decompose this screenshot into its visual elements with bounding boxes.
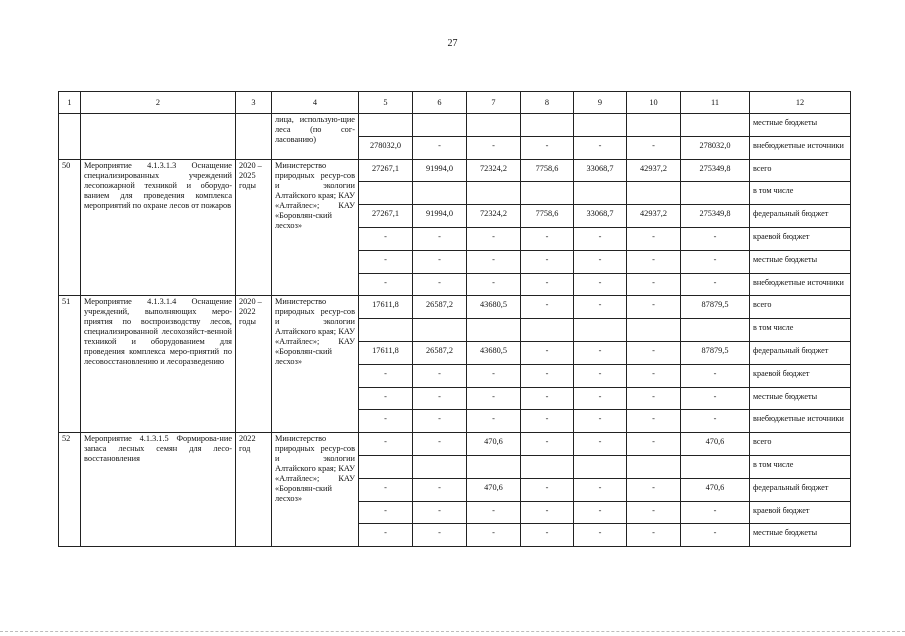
value-cell: 275349,8: [681, 159, 750, 182]
column-header: 2: [81, 92, 236, 114]
value-cell: -: [521, 227, 574, 250]
value-cell: -: [359, 410, 413, 433]
value-cell: -: [413, 478, 467, 501]
value-cell: -: [359, 227, 413, 250]
value-cell: -: [467, 273, 521, 296]
measure-number-cell: 50: [59, 159, 81, 296]
value-cell: -: [359, 387, 413, 410]
source-cell: местные бюджеты: [750, 524, 851, 547]
value-cell: -: [681, 227, 750, 250]
value-cell: -: [627, 136, 681, 159]
value-cell: [359, 182, 413, 205]
value-cell: -: [574, 273, 627, 296]
period-cell: 2022 год: [236, 433, 272, 547]
value-cell: -: [681, 501, 750, 524]
value-cell: 278032,0: [359, 136, 413, 159]
source-cell: всего: [750, 159, 851, 182]
value-cell: -: [681, 250, 750, 273]
value-cell: -: [681, 410, 750, 433]
value-cell: [467, 182, 521, 205]
measure-name-cell: Мероприятие 4.1.3.1.3 Оснащение специализированных учреждений лесопожарной техникой и оборудо-ванием для проведения комплекса мероприятий по охране лесов от пожаров: [81, 159, 236, 296]
value-cell: 91994,0: [413, 159, 467, 182]
value-cell: -: [681, 524, 750, 547]
executor-cell: Министерство природных ресур-сов и экологии Алтайского края; КАУ «Алтайлес»; КАУ «Боровлян-ский лесхоз»: [272, 433, 359, 547]
value-cell: [359, 319, 413, 342]
value-cell: -: [681, 364, 750, 387]
value-cell: 17611,8: [359, 296, 413, 319]
column-header: 7: [467, 92, 521, 114]
value-cell: -: [574, 501, 627, 524]
budget-table: [58, 91, 851, 547]
value-cell: -: [521, 433, 574, 456]
value-cell: 7758,6: [521, 159, 574, 182]
value-cell: -: [521, 341, 574, 364]
value-cell: -: [574, 387, 627, 410]
column-header: 3: [236, 92, 272, 114]
page-number: 27: [447, 38, 458, 49]
value-cell: -: [413, 387, 467, 410]
value-cell: 470,6: [467, 433, 521, 456]
value-cell: -: [521, 273, 574, 296]
value-cell: -: [359, 524, 413, 547]
value-cell: -: [574, 250, 627, 273]
value-cell: -: [467, 410, 521, 433]
value-cell: -: [574, 227, 627, 250]
value-cell: -: [413, 364, 467, 387]
value-cell: 87879,5: [681, 341, 750, 364]
column-header: 9: [574, 92, 627, 114]
value-cell: 87879,5: [681, 296, 750, 319]
value-cell: [521, 114, 574, 137]
value-cell: -: [574, 296, 627, 319]
source-cell: внебюджетные источники: [750, 410, 851, 433]
value-cell: -: [521, 524, 574, 547]
value-cell: 470,6: [681, 433, 750, 456]
value-cell: [413, 455, 467, 478]
period-cell: [236, 114, 272, 160]
value-cell: -: [467, 136, 521, 159]
value-cell: 275349,8: [681, 205, 750, 228]
scan-edge-line: [0, 631, 905, 633]
value-cell: 26587,2: [413, 296, 467, 319]
measure-number-cell: 52: [59, 433, 81, 547]
source-cell: местные бюджеты: [750, 387, 851, 410]
value-cell: -: [467, 364, 521, 387]
value-cell: -: [413, 524, 467, 547]
value-cell: -: [413, 273, 467, 296]
value-cell: [521, 319, 574, 342]
value-cell: -: [467, 524, 521, 547]
value-cell: -: [627, 410, 681, 433]
value-cell: [627, 114, 681, 137]
value-cell: -: [521, 250, 574, 273]
column-header: 4: [272, 92, 359, 114]
value-cell: 33068,7: [574, 159, 627, 182]
value-cell: [413, 319, 467, 342]
value-cell: 17611,8: [359, 341, 413, 364]
value-cell: -: [467, 250, 521, 273]
value-cell: -: [574, 478, 627, 501]
value-cell: -: [627, 478, 681, 501]
value-cell: [521, 182, 574, 205]
table-row: [59, 159, 851, 182]
value-cell: -: [413, 227, 467, 250]
table-row: [59, 433, 851, 456]
value-cell: -: [467, 387, 521, 410]
value-cell: -: [627, 341, 681, 364]
value-cell: [413, 182, 467, 205]
source-cell: федеральный бюджет: [750, 478, 851, 501]
column-header: 12: [750, 92, 851, 114]
value-cell: [467, 319, 521, 342]
value-cell: [521, 455, 574, 478]
value-cell: -: [627, 250, 681, 273]
source-cell: федеральный бюджет: [750, 341, 851, 364]
value-cell: [574, 319, 627, 342]
value-cell: -: [574, 410, 627, 433]
column-header: 1: [59, 92, 81, 114]
value-cell: -: [521, 501, 574, 524]
value-cell: 27267,1: [359, 159, 413, 182]
source-cell: краевой бюджет: [750, 364, 851, 387]
source-cell: в том числе: [750, 455, 851, 478]
value-cell: 91994,0: [413, 205, 467, 228]
executor-cell: лица, использую-щие леса (по сог-ласованию): [272, 114, 359, 160]
source-cell: краевой бюджет: [750, 501, 851, 524]
value-cell: -: [467, 501, 521, 524]
value-cell: -: [413, 136, 467, 159]
value-cell: -: [521, 136, 574, 159]
value-cell: -: [359, 478, 413, 501]
source-cell: всего: [750, 296, 851, 319]
value-cell: -: [359, 364, 413, 387]
value-cell: [681, 319, 750, 342]
value-cell: [574, 455, 627, 478]
value-cell: -: [627, 364, 681, 387]
value-cell: [681, 182, 750, 205]
value-cell: -: [627, 524, 681, 547]
value-cell: [359, 455, 413, 478]
value-cell: -: [627, 433, 681, 456]
value-cell: [627, 319, 681, 342]
period-cell: 2020 – 2025 годы: [236, 159, 272, 296]
value-cell: -: [467, 227, 521, 250]
value-cell: -: [627, 387, 681, 410]
value-cell: -: [627, 227, 681, 250]
source-cell: всего: [750, 433, 851, 456]
number-cell: [59, 114, 81, 160]
value-cell: -: [574, 524, 627, 547]
value-cell: 43680,5: [467, 341, 521, 364]
value-cell: 72324,2: [467, 159, 521, 182]
value-cell: -: [681, 273, 750, 296]
value-cell: [467, 455, 521, 478]
table-row: [59, 296, 851, 319]
source-cell: в том числе: [750, 319, 851, 342]
source-cell: местные бюджеты: [750, 114, 851, 137]
value-cell: -: [413, 501, 467, 524]
value-cell: -: [359, 273, 413, 296]
value-cell: -: [413, 433, 467, 456]
value-cell: 27267,1: [359, 205, 413, 228]
measure-name-cell: Мероприятие 4.1.3.1.5 Формирова-ние запаса лесных семян для лесо-восстановления: [81, 433, 236, 547]
value-cell: 43680,5: [467, 296, 521, 319]
source-cell: краевой бюджет: [750, 227, 851, 250]
column-header: 6: [413, 92, 467, 114]
value-cell: -: [359, 250, 413, 273]
value-cell: 33068,7: [574, 205, 627, 228]
executor-cell: Министерство природных ресур-сов и экологии Алтайского края; КАУ «Алтайлес»; КАУ «Боровлян-ский лесхоз»: [272, 296, 359, 433]
value-cell: [627, 182, 681, 205]
value-cell: -: [359, 501, 413, 524]
value-cell: 278032,0: [681, 136, 750, 159]
value-cell: 470,6: [467, 478, 521, 501]
measure-name-cell: Мероприятие 4.1.3.1.4 Оснащение учреждений, выполняющих меро-приятия по воспроизводству лесов, специализированной лесохозяйст-венной техникой и оборудованием для проведения комплекса меро-приятий по лесовосстановлению и лесоразведению: [81, 296, 236, 433]
value-cell: 42937,2: [627, 159, 681, 182]
value-cell: -: [521, 364, 574, 387]
source-cell: федеральный бюджет: [750, 205, 851, 228]
value-cell: 72324,2: [467, 205, 521, 228]
value-cell: -: [574, 364, 627, 387]
value-cell: -: [627, 273, 681, 296]
period-cell: 2020 – 2022 годы: [236, 296, 272, 433]
value-cell: -: [574, 433, 627, 456]
value-cell: -: [574, 136, 627, 159]
value-cell: 470,6: [681, 478, 750, 501]
value-cell: -: [413, 410, 467, 433]
source-cell: внебюджетные источники: [750, 273, 851, 296]
source-cell: внебюджетные источники: [750, 136, 851, 159]
value-cell: -: [521, 478, 574, 501]
value-cell: -: [521, 387, 574, 410]
value-cell: [627, 455, 681, 478]
executor-cell: Министерство природных ресур-сов и экологии Алтайского края; КАУ «Алтайлес»; КАУ «Боровлян-ский лесхоз»: [272, 159, 359, 296]
value-cell: -: [627, 501, 681, 524]
header-row: [59, 92, 851, 114]
column-header: 10: [627, 92, 681, 114]
column-header: 5: [359, 92, 413, 114]
value-cell: [413, 114, 467, 137]
value-cell: -: [574, 341, 627, 364]
value-cell: -: [413, 250, 467, 273]
value-cell: [574, 182, 627, 205]
value-cell: 26587,2: [413, 341, 467, 364]
value-cell: [467, 114, 521, 137]
value-cell: -: [359, 433, 413, 456]
measure-name-cell: [81, 114, 236, 160]
value-cell: [681, 114, 750, 137]
value-cell: -: [627, 296, 681, 319]
value-cell: -: [521, 296, 574, 319]
source-cell: в том числе: [750, 182, 851, 205]
measure-number-cell: 51: [59, 296, 81, 433]
source-cell: местные бюджеты: [750, 250, 851, 273]
value-cell: -: [521, 410, 574, 433]
value-cell: [574, 114, 627, 137]
column-header: 8: [521, 92, 574, 114]
column-header: 11: [681, 92, 750, 114]
value-cell: 7758,6: [521, 205, 574, 228]
table-row: [59, 114, 851, 137]
value-cell: -: [681, 387, 750, 410]
value-cell: [681, 455, 750, 478]
value-cell: 42937,2: [627, 205, 681, 228]
value-cell: [359, 114, 413, 137]
